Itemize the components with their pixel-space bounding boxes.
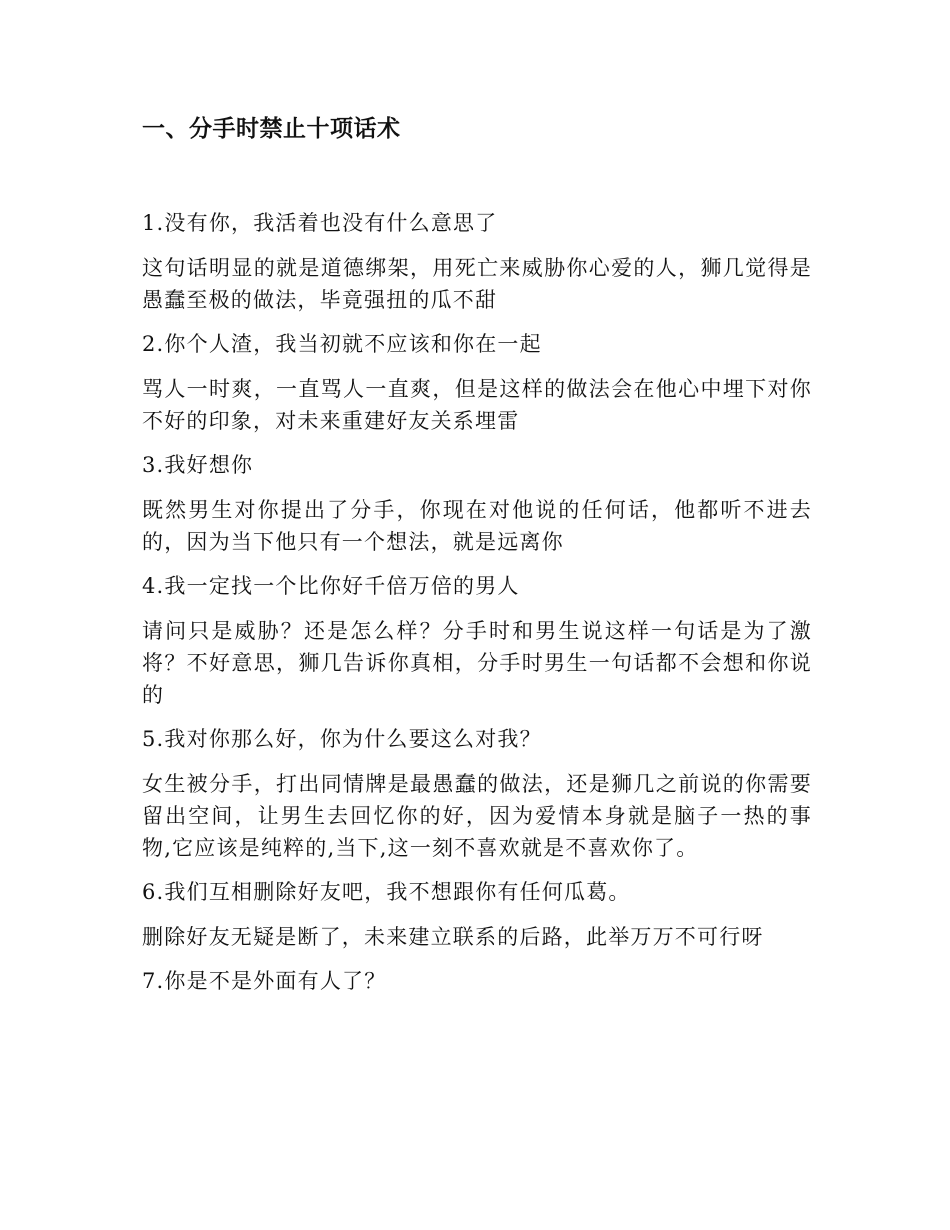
item-body-4: 请问只是威胁？还是怎么样？分手时和男生说这样一句话是为了激将？不好意思，狮几告诉你真相，分手时男生一句话都不会想和你说的 — [142, 619, 812, 707]
item-body-5: 女生被分手，打出同情牌是最愚蠢的做法，还是狮几之前说的你需要留出空间，让男生去回忆你的好，因为爱情本身就是脑子一热的事物,它应该是纯粹的,当下,这一刻不喜欢就是不喜欢你了。 — [142, 772, 812, 860]
item-title-3: 3.我好想你 — [142, 453, 254, 477]
item-body-2: 骂人一时爽，一直骂人一直爽，但是这样的做法会在他心中埋下对你不好的印象，对未来重建好友关系埋雷 — [142, 377, 812, 433]
document-content — [142, 207, 812, 1010]
item-title-1: 1.没有你，我活着也没有什么意思了 — [142, 211, 498, 235]
item-title-5: 5.我对你那么好，你为什么要这么对我？ — [142, 727, 542, 751]
item-body-1: 这句话明显的就是道德绑架，用死亡来威胁你心爱的人，狮几觉得是愚蠢至极的做法，毕竟强扭的瓜不甜 — [142, 256, 812, 312]
item-body-6: 删除好友无疑是断了，未来建立联系的后路，此举万万不可行呀 — [142, 925, 764, 949]
item-body-3: 既然男生对你提出了分手，你现在对他说的任何话，他都听不进去的，因为当下他只有一个想法，就是远离你 — [142, 498, 812, 554]
item-title-7: 7.你是不是外面有人了？ — [142, 969, 387, 993]
item-title-2: 2.你个人渣，我当初就不应该和你在一起 — [142, 332, 542, 356]
item-title-4: 4.我一定找一个比你好千倍万倍的男人 — [142, 574, 520, 598]
section-heading: 一、分手时禁止十项话术 — [142, 116, 401, 142]
item-title-6: 6.我们互相删除好友吧，我不想跟你有任何瓜葛。 — [142, 880, 631, 904]
